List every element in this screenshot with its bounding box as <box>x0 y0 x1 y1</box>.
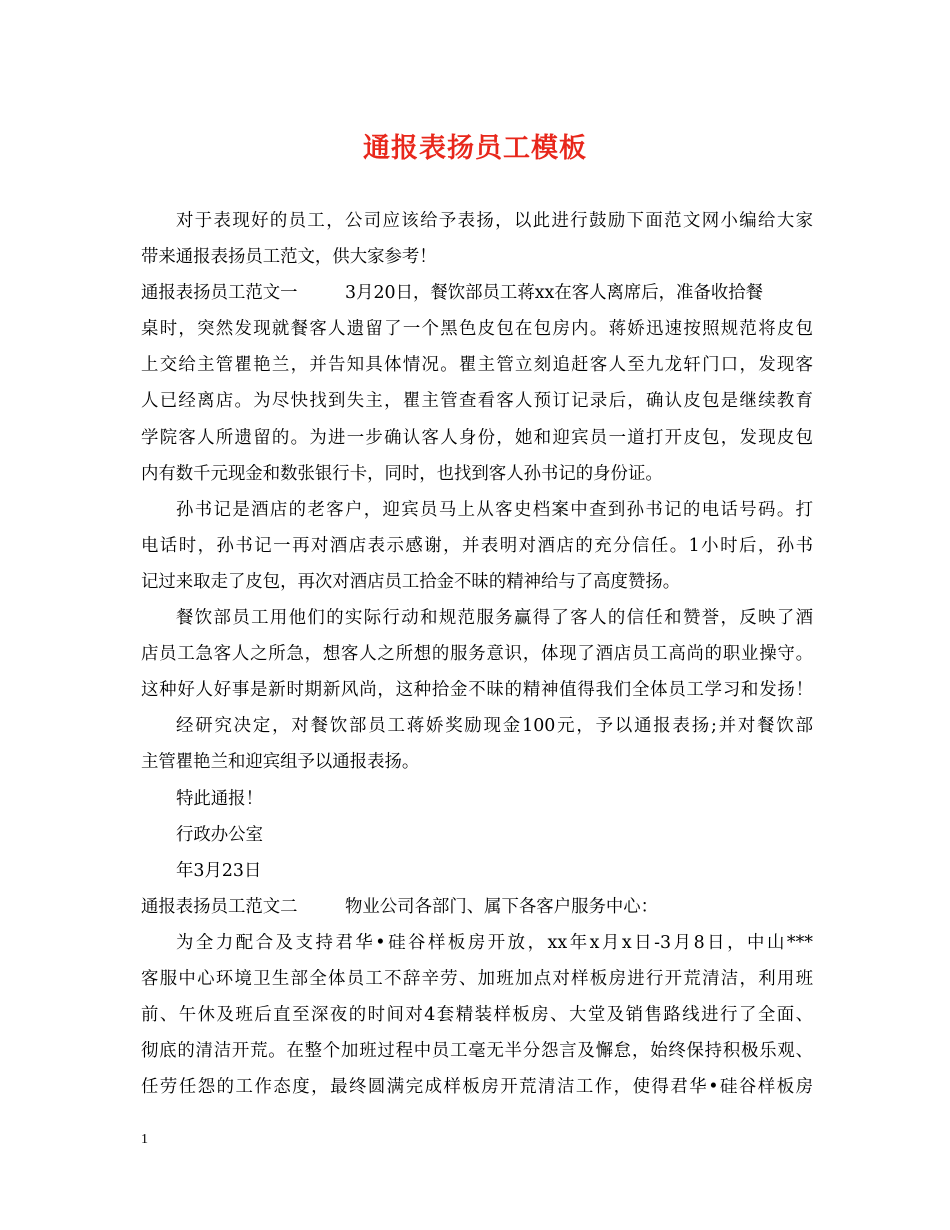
page-number: 1 <box>141 1132 148 1147</box>
body-line: 彻底的清洁开荒。在整个加班过程中员工毫无半分怨言及懈怠，始终保持积极乐观、 <box>141 1041 813 1062</box>
section-heading: 通报表扬员工范文一 <box>141 283 298 304</box>
body-line: 年3月23日 <box>176 860 262 881</box>
body-line: 餐饮部员工用他们的实际行动和规范服务赢得了客人的信任和赞誉，反映了酒 <box>176 608 813 629</box>
body-line: 人已经离店。为尽快找到失主，瞿主管查看客人预订记录后，确认皮包是继续教育 <box>141 391 813 412</box>
body-line: 学院客人所遗留的。为进一步确认客人身份，她和迎宾员一道打开皮包，发现皮包 <box>141 427 813 448</box>
body-line: 对于表现好的员工，公司应该给予表扬，以此进行鼓励下面范文网小编给大家 <box>176 211 813 231</box>
document-body <box>141 203 813 1105</box>
section-heading: 通报表扬员工范文二 <box>141 896 298 917</box>
body-line: 记过来取走了皮包，再次对酒店员工拾金不昧的精神给与了高度赞扬。 <box>141 571 681 592</box>
body-line <box>141 275 813 311</box>
body-line: 经研究决定，对餐饮部员工蒋娇奖励现金100元，予以通报表扬;并对餐饮部 <box>176 716 813 737</box>
body-line: 客服中心环境卫生部全体员工不辞辛劳、加班加点对样板房进行开荒清洁，利用班 <box>141 968 813 989</box>
body-line: 主管瞿艳兰和迎宾组予以通报表扬。 <box>141 752 420 773</box>
body-line: 这种好人好事是新时期新风尚，这种拾金不昧的精神值得我们全体员工学习和发扬！ <box>141 680 813 701</box>
body-line: 上交给主管瞿艳兰，并告知具体情况。瞿主管立刻追赶客人至九龙轩门口，发现客 <box>141 355 813 376</box>
body-line <box>141 889 813 925</box>
body-line: 孙书记是酒店的老客户，迎宾员马上从客史档案中查到孙书记的电话号码。打 <box>176 499 813 520</box>
document-title: 通报表扬员工模板 <box>363 133 587 164</box>
body-line: 带来通报表扬员工范文，供大家参考！ <box>141 247 437 268</box>
body-line: 店员工急客人之所急，想客人之所想的服务意识，体现了酒店员工高尚的职业操守。 <box>141 644 813 665</box>
body-line: 为全力配合及支持君华•硅谷样板房开放，xx年x月x日-3月8日，中山*** <box>176 932 813 953</box>
section-text: 3月20日，餐饮部员工蒋xx在客人离席后，准备收拾餐 <box>345 283 764 304</box>
body-line: 内有数千元现金和数张银行卡，同时，也找到客人孙书记的身份证。 <box>141 463 663 484</box>
body-line: 任劳任怨的工作态度，最终圆满完成样板房开荒清洁工作，使得君华•硅谷样板房 <box>141 1077 813 1098</box>
body-line: 行政办公室 <box>176 824 263 845</box>
body-line: 前、午休及班后直至深夜的时间对4套精装样板房、大堂及销售路线进行了全面、 <box>141 1005 813 1026</box>
body-line: 电话时，孙书记一再对酒店表示感谢，并表明对酒店的充分信任。1小时后，孙书 <box>141 535 813 556</box>
section-text: 物业公司各部门、属下各客户服务中心： <box>345 896 659 917</box>
body-line: 桌时，突然发现就餐客人遗留了一个黑色皮包在包房内。蒋娇迅速按照规范将皮包 <box>141 319 813 340</box>
body-line: 特此通报！ <box>176 788 263 809</box>
